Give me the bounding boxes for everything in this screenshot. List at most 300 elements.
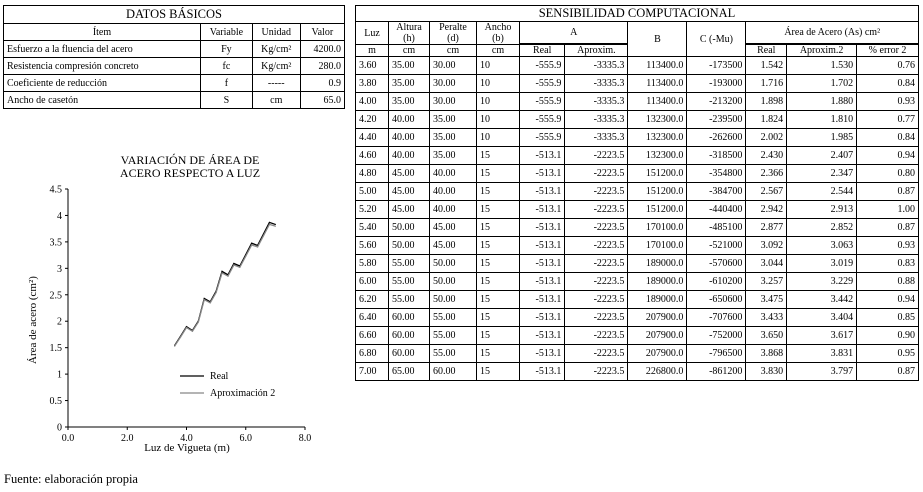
a-real-cell: -555.9 [520, 129, 565, 147]
a-real-cell: -555.9 [520, 57, 565, 75]
b-cell: 132300.0 [628, 147, 687, 165]
b-cell: 207900.0 [628, 327, 687, 345]
altura-cell: 40.00 [389, 147, 430, 165]
peralte-cell: 50.00 [430, 291, 477, 309]
aprox2-point [216, 292, 217, 293]
peralte-cell: 35.00 [430, 129, 477, 147]
a-aprox-cell: -2223.5 [565, 165, 628, 183]
b-cell: 113400.0 [628, 75, 687, 93]
b-cell: 226800.0 [628, 363, 687, 381]
table-row [4, 92, 345, 109]
b-cell: 113400.0 [628, 57, 687, 75]
ancho-cell: 15 [477, 309, 520, 327]
peralte-cell: 60.00 [430, 363, 477, 381]
c-cell: -440400 [687, 201, 746, 219]
header-a-aprox: Aproxim. [565, 45, 628, 57]
b-cell: 113400.0 [628, 93, 687, 111]
altura-cell: 45.00 [389, 183, 430, 201]
header-as-aprox2: Aproxim.2 [787, 45, 857, 57]
luz-cell: 6.60 [356, 327, 389, 345]
as-aprox2-cell: 1.810 [787, 111, 857, 129]
c-cell: -354800 [687, 165, 746, 183]
error-cell: 0.90 [857, 327, 919, 345]
altura-cell: 50.00 [389, 219, 430, 237]
ancho-cell: 10 [477, 75, 520, 93]
chart-title-line2: ACERO RESPECTO A LUZ [119, 166, 261, 180]
peralte-cell: 45.00 [430, 219, 477, 237]
luz-cell: 6.40 [356, 309, 389, 327]
aprox2-point [204, 299, 205, 300]
a-real-cell: -513.1 [520, 165, 565, 183]
real-point [251, 243, 252, 244]
a-real-cell: -513.1 [520, 201, 565, 219]
sensitivity-body [356, 57, 919, 381]
sensitivity-table [355, 5, 919, 381]
error-cell: 0.83 [857, 255, 919, 273]
peralte-cell: 30.00 [430, 75, 477, 93]
aprox2-point [251, 244, 252, 245]
y-axis-label: Área de acero (cm²) [27, 276, 39, 364]
a-real-cell: -555.9 [520, 75, 565, 93]
as-real-cell: 1.716 [746, 75, 787, 93]
ancho-cell: 15 [477, 345, 520, 363]
table-row [356, 111, 919, 129]
a-aprox-cell: -2223.5 [565, 147, 628, 165]
legend-label-real: Real [210, 371, 229, 382]
as-real-cell: 2.567 [746, 183, 787, 201]
a-aprox-cell: -2223.5 [565, 219, 628, 237]
a-real-cell: -555.9 [520, 93, 565, 111]
aprox2-point [210, 302, 211, 303]
a-aprox-cell: -3335.3 [565, 57, 628, 75]
value-cell: 0.9 [300, 75, 344, 92]
header-item: Ítem [4, 24, 201, 41]
peralte-cell: 35.00 [430, 111, 477, 129]
item-cell: Ancho de casetón [4, 92, 201, 109]
unit-peralte: cm [430, 45, 477, 57]
altura-cell: 35.00 [389, 57, 430, 75]
chart-series [174, 222, 276, 347]
error-cell: 0.94 [857, 291, 919, 309]
luz-cell: 5.00 [356, 183, 389, 201]
c-cell: -521000 [687, 237, 746, 255]
as-aprox2-cell: 3.797 [787, 363, 857, 381]
luz-cell: 5.60 [356, 237, 389, 255]
a-aprox-cell: -3335.3 [565, 93, 628, 111]
ancho-cell: 10 [477, 111, 520, 129]
ancho-cell: 10 [477, 129, 520, 147]
real-point [221, 271, 222, 272]
a-real-cell: -513.1 [520, 147, 565, 165]
a-aprox-cell: -2223.5 [565, 309, 628, 327]
peralte-cell: 35.00 [430, 147, 477, 165]
aprox2-point [227, 276, 228, 277]
altura-cell: 45.00 [389, 165, 430, 183]
unit-altura: cm [389, 45, 430, 57]
c-cell: -570600 [687, 255, 746, 273]
real-point [269, 222, 270, 223]
header-altura: Altura (h) [389, 22, 430, 45]
c-cell: -610200 [687, 273, 746, 291]
ancho-cell: 10 [477, 93, 520, 111]
b-cell: 132300.0 [628, 111, 687, 129]
ancho-cell: 15 [477, 219, 520, 237]
header-luz: Luz [356, 22, 389, 45]
ancho-cell: 15 [477, 363, 520, 381]
table-row [356, 327, 919, 345]
as-aprox2-cell: 3.229 [787, 273, 857, 291]
a-aprox-cell: -3335.3 [565, 111, 628, 129]
table-row [356, 291, 919, 309]
altura-cell: 55.00 [389, 291, 430, 309]
c-cell: -752000 [687, 327, 746, 345]
c-cell: -650600 [687, 291, 746, 309]
legend-label-aprox2: Aproximación 2 [210, 388, 276, 399]
ancho-cell: 15 [477, 147, 520, 165]
as-aprox2-cell: 2.544 [787, 183, 857, 201]
b-cell: 189000.0 [628, 291, 687, 309]
peralte-cell: 40.00 [430, 201, 477, 219]
as-aprox2-cell: 1.985 [787, 129, 857, 147]
a-real-cell: -513.1 [520, 219, 565, 237]
altura-cell: 50.00 [389, 237, 430, 255]
error-cell: 1.00 [857, 201, 919, 219]
c-cell: -318500 [687, 147, 746, 165]
a-aprox-cell: -3335.3 [565, 129, 628, 147]
basic-data-table [3, 5, 345, 109]
c-cell: -861200 [687, 363, 746, 381]
ancho-cell: 10 [477, 57, 520, 75]
error-cell: 0.87 [857, 363, 919, 381]
y-tick-label: 1 [57, 369, 62, 381]
as-aprox2-cell: 2.913 [787, 201, 857, 219]
error-cell: 0.84 [857, 75, 919, 93]
altura-cell: 65.00 [389, 363, 430, 381]
x-tick-label: 4.0 [180, 433, 193, 444]
header-unit: Unidad [252, 24, 300, 41]
altura-cell: 55.00 [389, 273, 430, 291]
unit-ancho: cm [477, 45, 520, 57]
y-tick-label: 0.5 [49, 396, 62, 408]
b-cell: 170100.0 [628, 219, 687, 237]
as-aprox2-cell: 3.442 [787, 291, 857, 309]
c-cell: -193000 [687, 75, 746, 93]
as-real-cell: 1.898 [746, 93, 787, 111]
variable-cell: S [201, 92, 253, 109]
table-row [356, 75, 919, 93]
a-aprox-cell: -2223.5 [565, 363, 628, 381]
y-tick-label: 2 [57, 316, 62, 328]
header-a: A [520, 22, 628, 44]
c-cell: -213200 [687, 93, 746, 111]
a-real-cell: -513.1 [520, 327, 565, 345]
a-aprox-cell: -2223.5 [565, 201, 628, 219]
aprox2-point [263, 235, 264, 236]
a-real-cell: -513.1 [520, 309, 565, 327]
x-tick-label: 6.0 [239, 433, 252, 444]
aprox2-point [174, 345, 175, 346]
table-row [356, 201, 919, 219]
aprox2-point [245, 256, 246, 257]
item-cell: Resistencia compresión concreto [4, 58, 201, 75]
a-aprox-cell: -3335.3 [565, 75, 628, 93]
as-real-cell: 3.830 [746, 363, 787, 381]
table-row [356, 309, 919, 327]
as-real-cell: 2.942 [746, 201, 787, 219]
as-real-cell: 2.366 [746, 165, 787, 183]
table-row [4, 75, 345, 92]
x-axis-label: Luz de Vigueta (m) [144, 442, 230, 454]
b-cell: 151200.0 [628, 183, 687, 201]
table-row [356, 147, 919, 165]
a-real-cell: -513.1 [520, 237, 565, 255]
as-real-cell: 2.430 [746, 147, 787, 165]
ancho-cell: 15 [477, 237, 520, 255]
as-real-cell: 3.868 [746, 345, 787, 363]
luz-cell: 3.60 [356, 57, 389, 75]
as-aprox2-cell: 3.617 [787, 327, 857, 345]
header-a-real: Real [520, 45, 565, 57]
table-row [356, 219, 919, 237]
luz-cell: 7.00 [356, 363, 389, 381]
error-cell: 0.76 [857, 57, 919, 75]
value-cell: 4200.0 [300, 41, 344, 58]
peralte-cell: 55.00 [430, 345, 477, 363]
altura-cell: 40.00 [389, 111, 430, 129]
item-cell: Esfuerzo a la fluencia del acero [4, 41, 201, 58]
table-row [4, 41, 345, 58]
luz-cell: 4.40 [356, 129, 389, 147]
table-row [356, 237, 919, 255]
y-tick-label: 1.5 [49, 343, 62, 355]
luz-cell: 5.40 [356, 219, 389, 237]
luz-cell: 4.20 [356, 111, 389, 129]
header-as-real: Real [746, 45, 787, 57]
y-tick-label: 0 [57, 422, 62, 434]
ancho-cell: 15 [477, 273, 520, 291]
peralte-cell: 55.00 [430, 309, 477, 327]
error-cell: 0.87 [857, 183, 919, 201]
c-cell: -485100 [687, 219, 746, 237]
y-tick-label: 2.5 [49, 290, 62, 302]
ancho-cell: 15 [477, 183, 520, 201]
as-aprox2-cell: 2.407 [787, 147, 857, 165]
a-real-cell: -513.1 [520, 255, 565, 273]
a-aprox-cell: -2223.5 [565, 255, 628, 273]
altura-cell: 35.00 [389, 75, 430, 93]
aprox2-point [192, 331, 193, 332]
b-cell: 189000.0 [628, 273, 687, 291]
table-row [356, 183, 919, 201]
error-cell: 0.94 [857, 147, 919, 165]
as-aprox2-cell: 1.702 [787, 75, 857, 93]
unit-cell: ----- [252, 75, 300, 92]
item-cell: Coeficiente de reducción [4, 75, 201, 92]
a-real-cell: -555.9 [520, 111, 565, 129]
altura-cell: 40.00 [389, 129, 430, 147]
a-real-cell: -513.1 [520, 345, 565, 363]
x-tick-label: 2.0 [121, 433, 134, 444]
peralte-cell: 55.00 [430, 327, 477, 345]
error-cell: 0.77 [857, 111, 919, 129]
altura-cell: 60.00 [389, 327, 430, 345]
ancho-cell: 15 [477, 255, 520, 273]
as-real-cell: 3.092 [746, 237, 787, 255]
c-cell: -707600 [687, 309, 746, 327]
value-cell: 280.0 [300, 58, 344, 75]
a-real-cell: -513.1 [520, 273, 565, 291]
luz-cell: 6.00 [356, 273, 389, 291]
unit-cell: Kg/cm² [252, 58, 300, 75]
as-real-cell: 3.650 [746, 327, 787, 345]
aprox2-point [233, 264, 234, 265]
series-aprox2-line [175, 224, 276, 346]
y-tick-label: 4 [57, 210, 62, 222]
table-row [356, 129, 919, 147]
b-cell: 151200.0 [628, 201, 687, 219]
b-cell: 207900.0 [628, 345, 687, 363]
c-cell: -384700 [687, 183, 746, 201]
unit-luz: m [356, 45, 389, 57]
as-real-cell: 1.542 [746, 57, 787, 75]
table-row [356, 345, 919, 363]
table-row [4, 58, 345, 75]
a-real-cell: -513.1 [520, 183, 565, 201]
unit-cell: Kg/cm² [252, 41, 300, 58]
y-tick-label: 4.5 [49, 184, 62, 196]
as-real-cell: 3.257 [746, 273, 787, 291]
b-cell: 189000.0 [628, 255, 687, 273]
as-real-cell: 1.824 [746, 111, 787, 129]
variable-cell: Fy [201, 41, 253, 58]
as-aprox2-cell: 2.347 [787, 165, 857, 183]
a-real-cell: -513.1 [520, 291, 565, 309]
error-cell: 0.88 [857, 273, 919, 291]
basic-data-title: DATOS BÁSICOS [4, 6, 345, 24]
error-cell: 0.93 [857, 93, 919, 111]
peralte-cell: 30.00 [430, 93, 477, 111]
b-cell: 207900.0 [628, 309, 687, 327]
chart-legend [180, 371, 275, 399]
luz-cell: 4.80 [356, 165, 389, 183]
c-cell: -239500 [687, 111, 746, 129]
luz-cell: 6.20 [356, 291, 389, 309]
a-aprox-cell: -2223.5 [565, 183, 628, 201]
header-peralte: Peralte (d) [430, 22, 477, 45]
luz-cell: 3.80 [356, 75, 389, 93]
source-note: Fuente: elaboración propia [4, 472, 138, 486]
luz-cell: 5.80 [356, 255, 389, 273]
peralte-cell: 40.00 [430, 165, 477, 183]
error-cell: 0.84 [857, 129, 919, 147]
peralte-cell: 30.00 [430, 57, 477, 75]
variable-cell: fc [201, 58, 253, 75]
as-aprox2-cell: 3.063 [787, 237, 857, 255]
header-variable: Variable [201, 24, 253, 41]
aprox2-point [180, 336, 181, 337]
altura-cell: 60.00 [389, 309, 430, 327]
a-aprox-cell: -2223.5 [565, 327, 628, 345]
error-cell: 0.87 [857, 219, 919, 237]
header-c: C (-Mu) [687, 22, 746, 57]
as-aprox2-cell: 2.852 [787, 219, 857, 237]
ancho-cell: 15 [477, 291, 520, 309]
table-row [356, 93, 919, 111]
error-cell: 0.80 [857, 165, 919, 183]
a-real-cell: -513.1 [520, 363, 565, 381]
aprox2-point [275, 226, 276, 227]
luz-cell: 4.60 [356, 147, 389, 165]
table-row [356, 57, 919, 75]
error-cell: 0.85 [857, 309, 919, 327]
header-b: B [628, 22, 687, 57]
value-cell: 65.0 [300, 92, 344, 109]
ancho-cell: 15 [477, 165, 520, 183]
luz-cell: 5.20 [356, 201, 389, 219]
as-real-cell: 2.877 [746, 219, 787, 237]
aprox2-point [198, 321, 199, 322]
header-area: Área de Acero (As) cm² [746, 22, 919, 44]
peralte-cell: 50.00 [430, 255, 477, 273]
table-row [356, 363, 919, 381]
error-cell: 0.93 [857, 237, 919, 255]
aprox2-point [269, 224, 270, 225]
aprox2-point [186, 327, 187, 328]
error-cell: 0.95 [857, 345, 919, 363]
a-aprox-cell: -2223.5 [565, 345, 628, 363]
c-cell: -173500 [687, 57, 746, 75]
b-cell: 132300.0 [628, 129, 687, 147]
a-aprox-cell: -2223.5 [565, 291, 628, 309]
aprox2-point [239, 267, 240, 268]
ancho-cell: 15 [477, 327, 520, 345]
as-aprox2-cell: 3.019 [787, 255, 857, 273]
header-ancho: Ancho (b) [477, 22, 520, 45]
as-aprox2-cell: 1.530 [787, 57, 857, 75]
aprox2-point [257, 246, 258, 247]
luz-cell: 6.80 [356, 345, 389, 363]
c-cell: -796500 [687, 345, 746, 363]
chart-title-line1: VARIACIÓN DE ÁREA DE [120, 153, 260, 167]
altura-cell: 45.00 [389, 201, 430, 219]
header-value: Valor [300, 24, 344, 41]
aprox2-point [221, 272, 222, 273]
real-point [233, 263, 234, 264]
table-row [356, 273, 919, 291]
as-real-cell: 3.475 [746, 291, 787, 309]
sensitivity-title: SENSIBILIDAD COMPUTACIONAL [356, 6, 919, 22]
area-vs-span-chart [0, 145, 350, 465]
luz-cell: 4.00 [356, 93, 389, 111]
as-real-cell: 2.002 [746, 129, 787, 147]
header-error: % error 2 [857, 45, 919, 57]
as-aprox2-cell: 3.404 [787, 309, 857, 327]
a-aprox-cell: -2223.5 [565, 273, 628, 291]
peralte-cell: 40.00 [430, 183, 477, 201]
peralte-cell: 50.00 [430, 273, 477, 291]
x-tick-label: 8.0 [298, 433, 312, 444]
c-cell: -262600 [687, 129, 746, 147]
ancho-cell: 15 [477, 201, 520, 219]
x-tick-label: 0.0 [61, 433, 75, 444]
y-tick-label: 3 [57, 263, 62, 275]
table-row [356, 165, 919, 183]
y-tick-label: 3.5 [49, 237, 62, 249]
as-real-cell: 3.044 [746, 255, 787, 273]
real-point [275, 224, 276, 225]
altura-cell: 35.00 [389, 93, 430, 111]
as-aprox2-cell: 3.831 [787, 345, 857, 363]
